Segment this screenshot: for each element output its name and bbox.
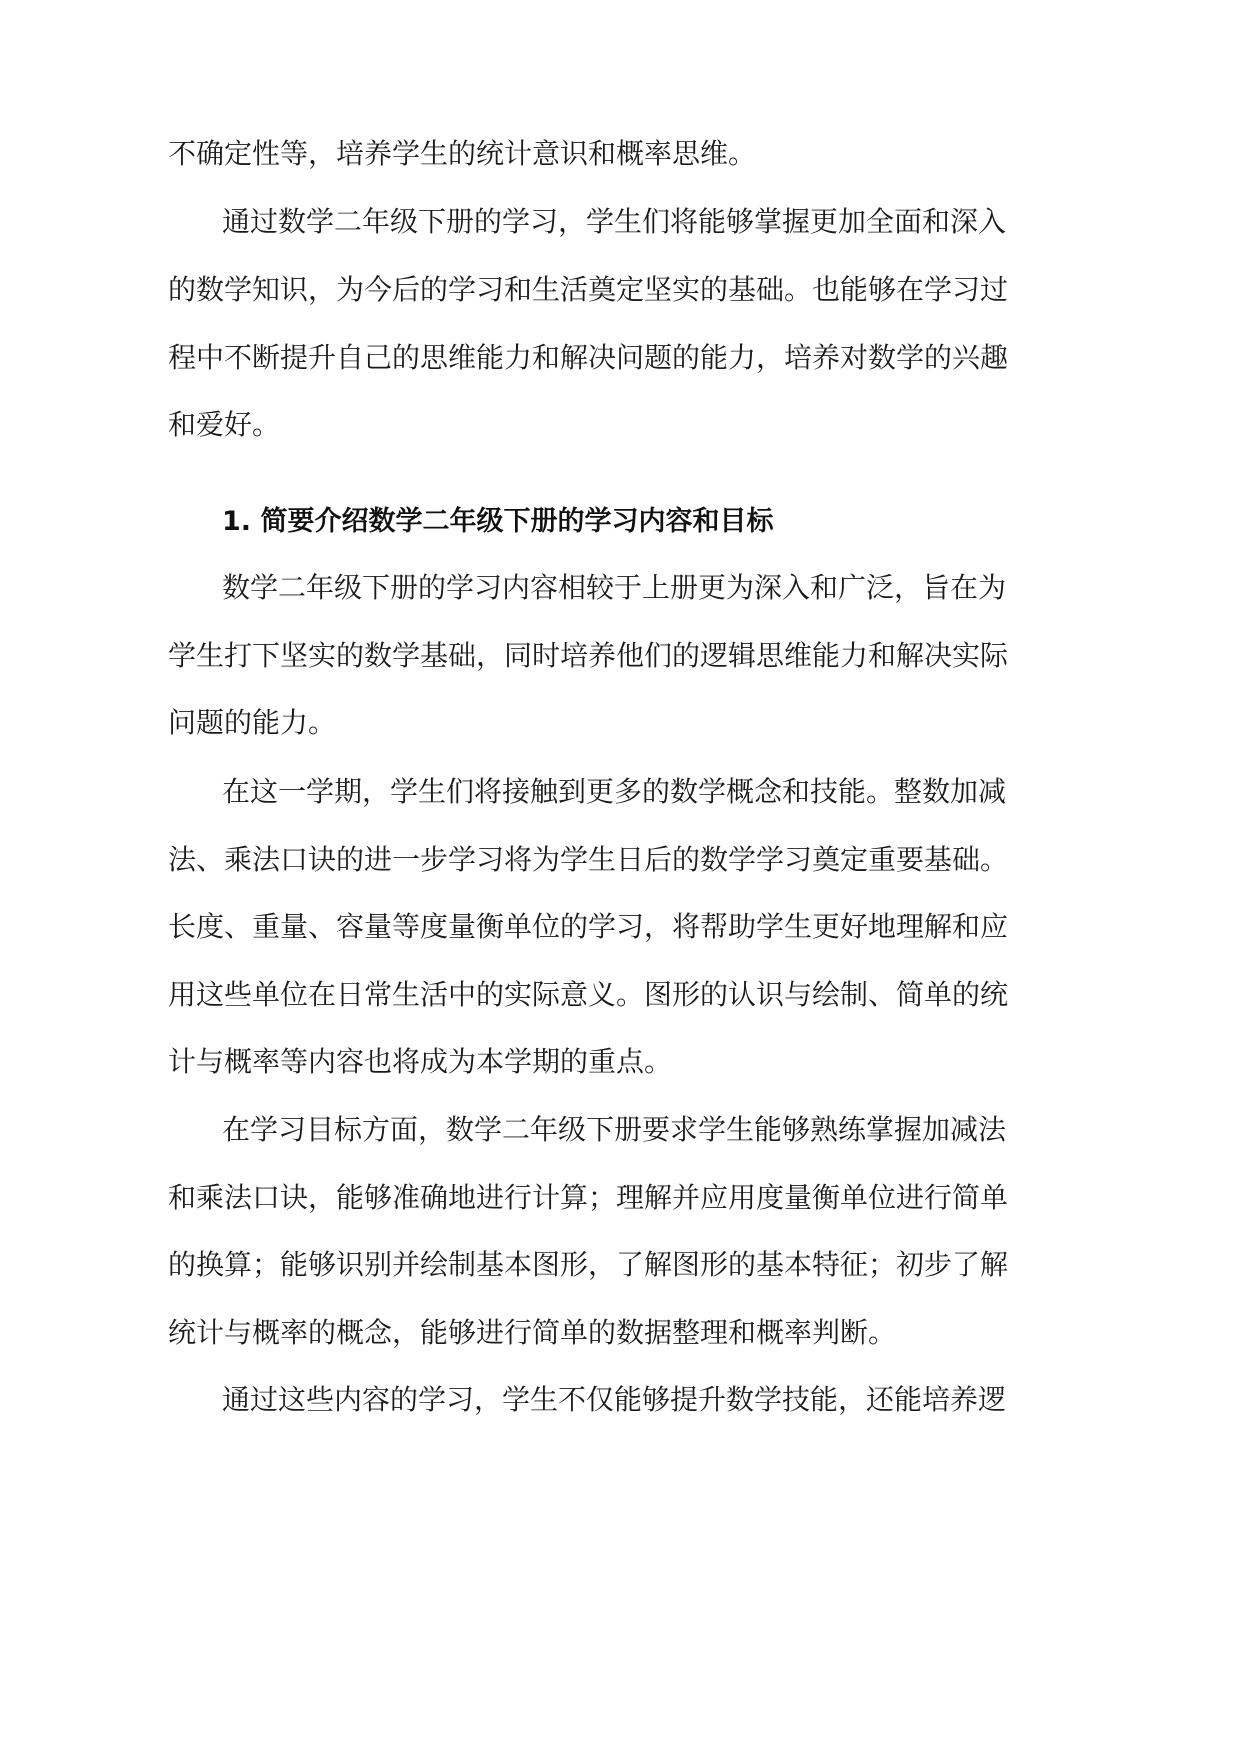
text-line: 统计与概率的概念，能够进行简单的数据整理和概率判断。 (168, 1316, 897, 1349)
text-line: 和爱好。 (168, 408, 281, 441)
text-line: 不确定性等，培养学生的统计意识和概率思维。 (168, 137, 757, 170)
text-line: 法、乘法口诀的进一步学习将为学生日后的数学学习奠定重要基础。 (168, 843, 1009, 876)
text-line: 在这一学期，学生们将接触到更多的数学概念和技能。整数加减 (222, 775, 1007, 808)
text-line: 和乘法口诀，能够准确地进行计算；理解并应用度量衡单位进行简单 (168, 1181, 1009, 1214)
text-line: 的换算；能够识别并绘制基本图形，了解图形的基本特征；初步了解 (168, 1248, 1009, 1281)
text-line: 数学二年级下册的学习内容相较于上册更为深入和广泛，旨在为 (222, 571, 1007, 604)
section-heading: 1. 简要介绍数学二年级下册的学习内容和目标 (222, 506, 774, 537)
text-line: 在学习目标方面，数学二年级下册要求学生能够熟练掌握加减法 (222, 1113, 1007, 1146)
text-line: 长度、重量、容量等度量衡单位的学习，将帮助学生更好地理解和应 (168, 910, 1009, 943)
text-line: 用这些单位在日常生活中的实际意义。图形的认识与绘制、简单的统 (168, 978, 1009, 1011)
text-line: 的数学知识，为今后的学习和生活奠定坚实的基础。也能够在学习过 (168, 273, 1009, 306)
text-line: 学生打下坚实的数学基础，同时培养他们的逻辑思维能力和解决实际 (168, 639, 1009, 672)
text-line: 计与概率等内容也将成为本学期的重点。 (168, 1045, 673, 1078)
text-line: 问题的能力。 (168, 706, 337, 739)
text-line: 程中不断提升自己的思维能力和解决问题的能力，培养对数学的兴趣 (168, 341, 1009, 374)
text-line: 通过数学二年级下册的学习，学生们将能够掌握更加全面和深入 (222, 205, 1007, 238)
text-line: 通过这些内容的学习，学生不仅能够提升数学技能，还能培养逻 (222, 1383, 1007, 1416)
